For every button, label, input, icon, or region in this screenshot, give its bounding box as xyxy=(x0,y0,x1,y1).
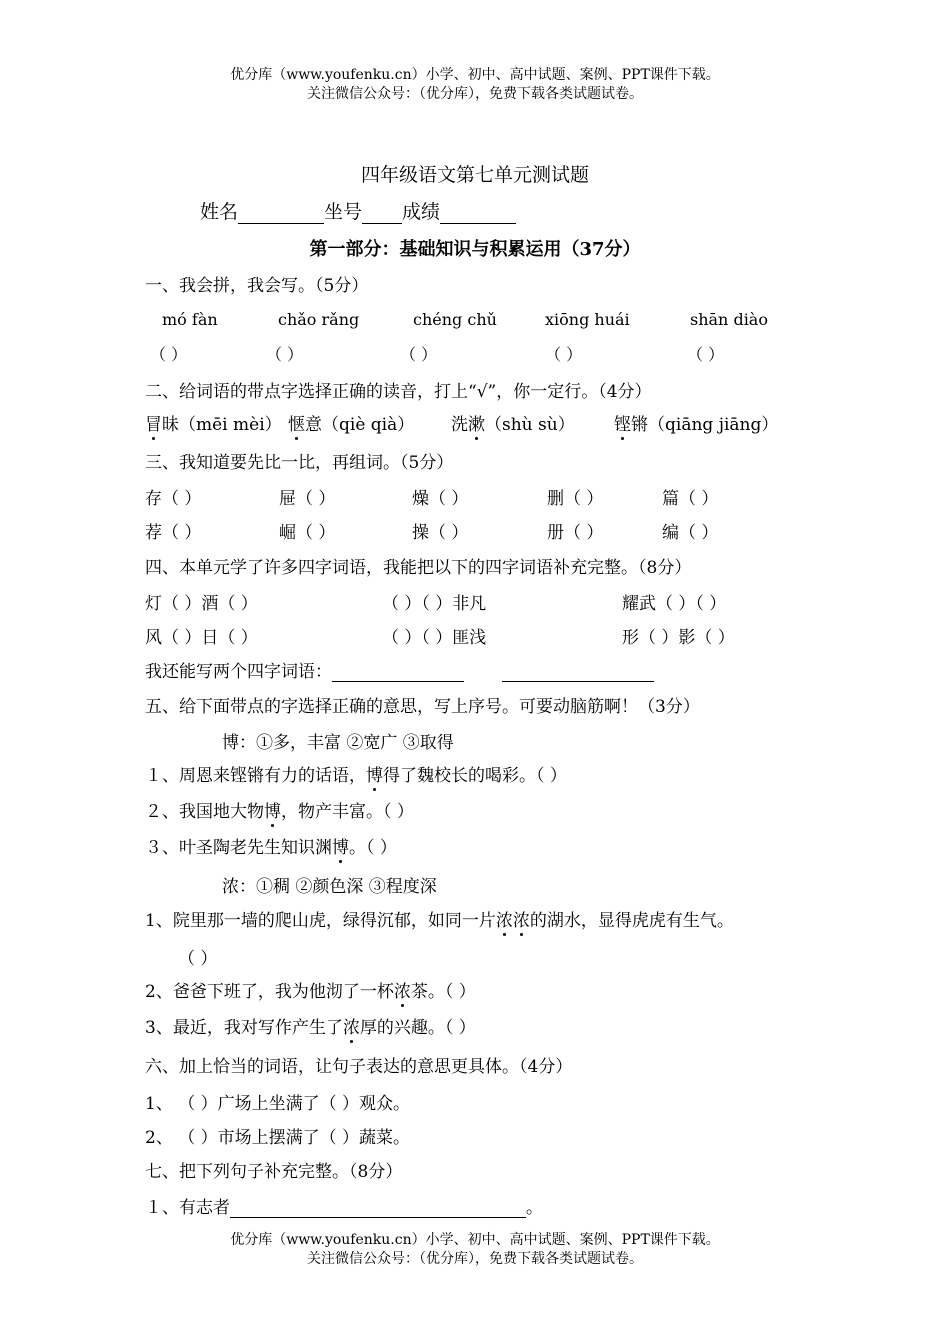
q7-blank[interactable] xyxy=(230,1199,526,1218)
q3-item[interactable]: 荐（ ） xyxy=(145,523,202,543)
answer-bracket[interactable]: （ ） xyxy=(178,949,218,969)
idiom-item[interactable]: 形（ ）影（ ） xyxy=(622,628,735,648)
extra-blank[interactable] xyxy=(502,663,654,682)
extra-blank[interactable] xyxy=(332,663,464,682)
seat-label: 坐号 xyxy=(324,201,363,223)
pinyin: chéng chǔ xyxy=(413,310,497,329)
nong-item[interactable]: 2、爸爸下班了，我为他沏了一杯浓茶。（ ） xyxy=(145,977,476,1002)
page-title: 四年级语文第七单元测试题 xyxy=(360,164,589,186)
pinyin: xiōng huái xyxy=(545,310,630,329)
q5-heading: 五、给下面带点的字选择正确的意思，写上序号。可要动脑筋啊！（3分） xyxy=(145,697,700,717)
q3-item[interactable]: 编（ ） xyxy=(662,523,719,543)
pinyin: chǎo rǎng xyxy=(278,310,360,329)
q3-item[interactable]: 屉（ ） xyxy=(279,489,336,509)
idiom-item[interactable]: 耀武（ ）（ ） xyxy=(622,594,727,614)
name-blank[interactable] xyxy=(238,205,324,224)
q7-item[interactable]: １、有志者 。 xyxy=(145,1198,543,1218)
q3-item[interactable]: 操（ ） xyxy=(412,523,469,543)
q3-item[interactable]: 删（ ） xyxy=(547,489,604,509)
pinyin: mó fàn xyxy=(162,310,218,329)
answer-bracket[interactable]: （ ） xyxy=(545,345,583,364)
q7-heading: 七、把下列句子补充完整。（8分） xyxy=(145,1162,403,1182)
q6-item[interactable]: 1、 （ ）广场上坐满了（ ）观众。 xyxy=(145,1094,411,1114)
idiom-item[interactable]: （ ）（ ）匪浅 xyxy=(382,628,487,648)
bo-options: 博：①多，丰富 ②宽广 ③取得 xyxy=(222,733,454,753)
idiom-item[interactable]: （ ）（ ）非凡 xyxy=(382,594,487,614)
footer-line-2: 关注微信公众号：（优分库），免费下载各类试题试卷。 xyxy=(307,1251,643,1267)
q4-extra: 我还能写两个四字词语： xyxy=(145,657,654,682)
q3-item[interactable]: 崛（ ） xyxy=(279,523,336,543)
q3-item[interactable]: 存（ ） xyxy=(145,489,202,509)
idiom-item[interactable]: 灯（ ）酒（ ） xyxy=(145,594,258,614)
answer-bracket[interactable]: （ ） xyxy=(400,345,438,364)
nong-item[interactable]: 3、最近，我对写作产生了浓厚的兴趣。（ ） xyxy=(145,1013,476,1038)
answer-bracket[interactable]: （ ） xyxy=(150,345,188,364)
q6-item[interactable]: 2、 （ ）市场上摆满了（ ）蔬菜。 xyxy=(145,1128,411,1148)
q2-heading: 二、给词语的带点字选择正确的读音，打上“√”，你一定行。（4分） xyxy=(145,382,652,402)
answer-bracket[interactable]: （ ） xyxy=(266,345,304,364)
q2-item[interactable]: 洗漱（shù sù） xyxy=(451,410,575,435)
q1-heading: 一、我会拼，我会写。（5分） xyxy=(145,276,369,296)
header-line-1: 优分库（www.youfenku.cn）小学、初中、高中试题、案例、PPT课件下载。 xyxy=(230,67,720,83)
part-one-heading: 第一部分：基础知识与积累运用（37分） xyxy=(309,239,641,260)
q3-item[interactable]: 燥（ ） xyxy=(412,489,469,509)
q2-item[interactable]: 惬意（qiè qià） xyxy=(288,410,414,435)
nong-item[interactable]: 1、院里那一墙的爬山虎，绿得沉郁，如同一片浓浓的湖水，显得虎虎有生气。 xyxy=(145,906,734,931)
q3-item[interactable]: 篇（ ） xyxy=(662,489,719,509)
pinyin: shān diào xyxy=(690,310,768,329)
score-label: 成绩 xyxy=(402,201,441,223)
idiom-item[interactable]: 风（ ）日（ ） xyxy=(145,628,258,648)
header-line-2: 关注微信公众号：（优分库），免费下载各类试题试卷。 xyxy=(307,86,643,102)
footer-line-1: 优分库（www.youfenku.cn）小学、初中、高中试题、案例、PPT课件下载。 xyxy=(230,1232,720,1248)
q3-item[interactable]: 册（ ） xyxy=(547,523,604,543)
q3-heading: 三、我知道要先比一比，再组词。（5分） xyxy=(145,453,454,473)
q2-item[interactable]: 铿锵（qiāng jiāng） xyxy=(614,410,778,435)
nong-options: 浓：①稠 ②颜色深 ③程度深 xyxy=(222,877,437,897)
name-label: 姓名 xyxy=(200,201,239,223)
score-blank[interactable] xyxy=(440,205,516,224)
q4-heading: 四、本单元学了许多四字词语，我能把以下的四字词语补充完整。（8分） xyxy=(145,558,692,578)
seat-blank[interactable] xyxy=(362,205,402,224)
bo-item[interactable]: １、周恩来铿锵有力的话语，博得了魏校长的喝彩。（ ） xyxy=(145,761,567,786)
q2-item[interactable]: 冒昧（mēi mèi） xyxy=(145,410,282,435)
bo-item[interactable]: ３、叶圣陶老先生知识渊博。（ ） xyxy=(145,833,397,858)
q6-heading: 六、加上恰当的词语，让句子表达的意思更具体。（4分） xyxy=(145,1057,573,1077)
answer-bracket[interactable]: （ ） xyxy=(687,345,725,364)
bo-item[interactable]: ２、我国地大物博，物产丰富。（ ） xyxy=(145,797,414,822)
student-info xyxy=(200,197,516,224)
